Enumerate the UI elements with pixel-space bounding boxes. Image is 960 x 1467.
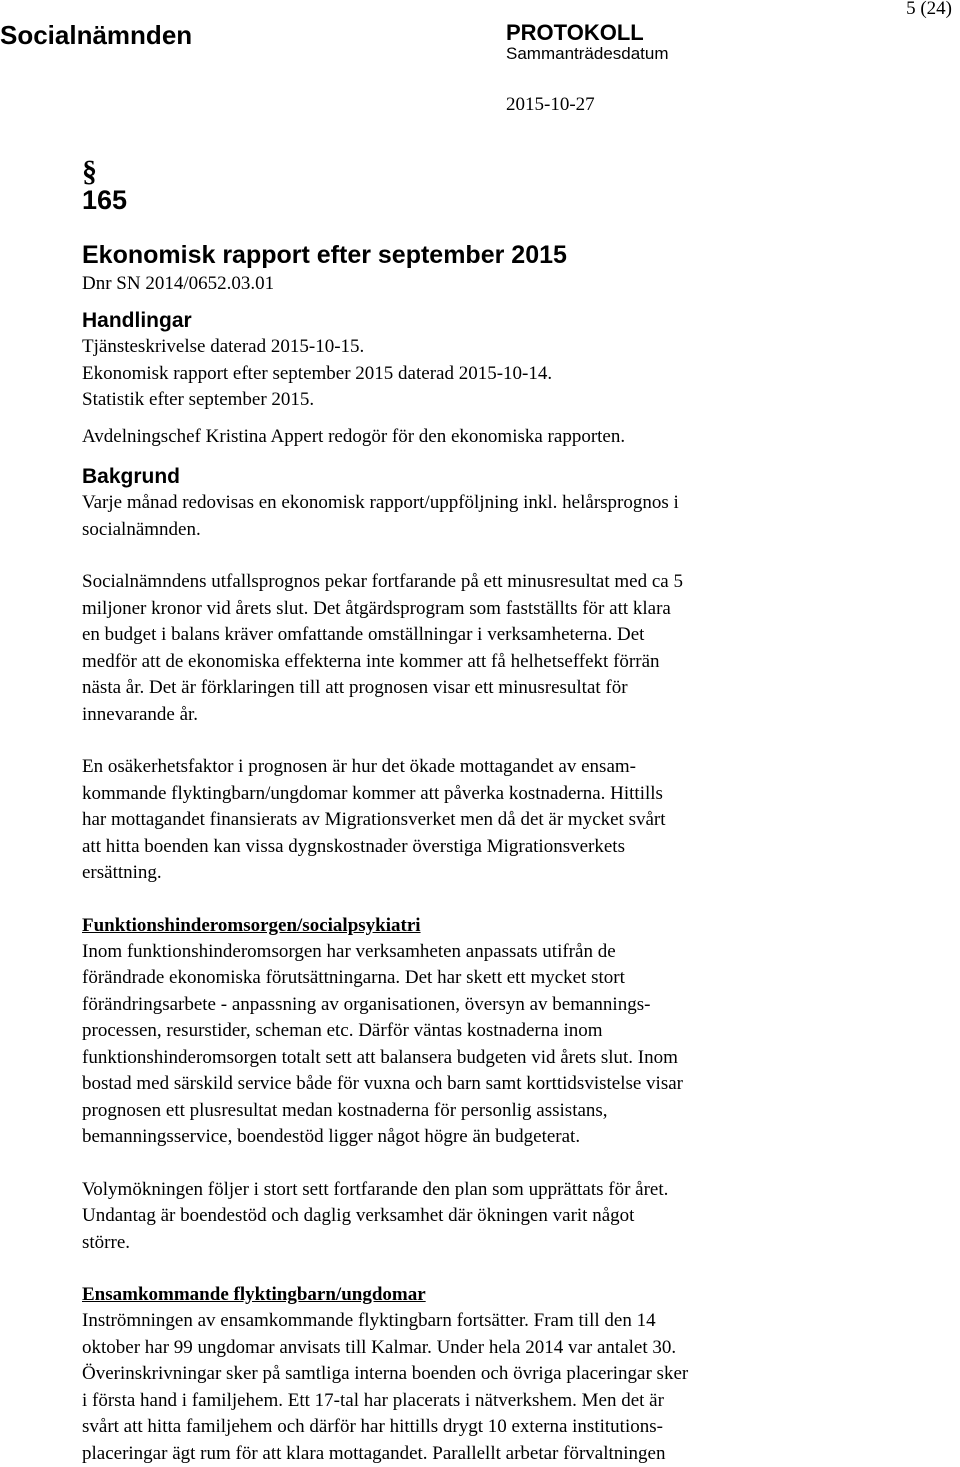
- text-line: prognosen ett plusresultat medan kostnaderna för personlig assistans,: [82, 1098, 802, 1125]
- page-number: 5 (24): [906, 0, 952, 20]
- text-line: Volymökningen följer i stort sett fortfarande den plan som upprättats för året.: [82, 1177, 802, 1204]
- text-line: socialnämnden.: [82, 517, 802, 544]
- bakgrund-paragraph-3: [82, 754, 802, 887]
- text-line: Inom funktionshinderomsorgen har verksamheten anpassats utifrån de: [82, 939, 802, 966]
- text-line: Statistik efter september 2015.: [82, 387, 802, 414]
- text-line: förändrade ekonomiska förutsättningarna. Det har skett ett mycket stort: [82, 965, 802, 992]
- intro-paragraph: Avdelningschef Kristina Appert redogör för den ekonomiska rapporten.: [82, 424, 802, 451]
- case-number: Dnr SN 2014/0652.03.01: [82, 272, 802, 296]
- text-line: Tjänsteskrivelse daterad 2015-10-15.: [82, 334, 802, 361]
- funktionshinder-paragraph-1: [82, 939, 802, 1151]
- ensamkommande-heading: Ensamkommande flyktingbarn/ungdomar: [82, 1282, 802, 1308]
- text-line: placeringar ägt rum för att klara mottagandet. Parallellt arbetar förvaltningen: [82, 1441, 802, 1467]
- meeting-date-label: Sammanträdesdatum: [506, 44, 669, 64]
- text-line: oktober har 99 ungdomar anvisats till Kalmar. Under hela 2014 var antalet 30.: [82, 1335, 802, 1362]
- text-line: bostad med särskild service både för vuxna och barn samt korttidsvistelse visar: [82, 1071, 802, 1098]
- text-line: bemanningsservice, boendestöd ligger något högre än budgeterat.: [82, 1124, 802, 1151]
- text-line: nästa år. Det är förklaringen till att prognosen visar ett minusresultat för: [82, 675, 802, 702]
- text-line: att hitta boenden kan vissa dygnskostnader överstiga Migrationsverkets: [82, 834, 802, 861]
- text-line: miljoner kronor vid årets slut. Det åtgärdsprogram som fastställts för att klara: [82, 596, 802, 623]
- meeting-date: 2015-10-27: [506, 94, 595, 116]
- text-line: Socialnämndens utfallsprognos pekar fortfarande på ett minusresultat med ca 5: [82, 569, 802, 596]
- text-line: ersättning.: [82, 860, 802, 887]
- bakgrund-paragraph-1: [82, 490, 802, 543]
- text-line: har mottagandet finansierats av Migrationsverket men då det är mycket svårt: [82, 807, 802, 834]
- document-body: [82, 150, 802, 1467]
- bakgrund-paragraph-2: [82, 569, 802, 728]
- text-line: förändringsarbete - anpassning av organisationen, översyn av bemannings-: [82, 992, 802, 1019]
- funktionshinder-paragraph-2: [82, 1177, 802, 1257]
- text-line: svårt att hitta familjehem och därför har hittills drygt 10 externa institutions-: [82, 1414, 802, 1441]
- handlingar-list: [82, 334, 802, 414]
- document-type: PROTOKOLL: [506, 20, 644, 46]
- organization-name: Socialnämnden: [0, 20, 192, 51]
- text-line: funktionshinderomsorgen totalt sett att balansera budgeten vid årets slut. Inom: [82, 1045, 802, 1072]
- text-line: processen, resurstider, scheman etc. Därför väntas kostnaderna inom: [82, 1018, 802, 1045]
- text-line: Överinskrivningar sker på samtliga interna boenden och övriga placeringar sker: [82, 1361, 802, 1388]
- section-title: Ekonomisk rapport efter september 2015: [82, 240, 802, 270]
- text-line: kommande flyktingbarn/ungdomar kommer att påverka kostnaderna. Hittills: [82, 781, 802, 808]
- text-line: större.: [82, 1230, 802, 1257]
- funktionshinder-heading: Funktionshinderomsorgen/socialpsykiatri: [82, 913, 802, 939]
- text-line: Inströmningen av ensamkommande flyktingbarn fortsätter. Fram till den 14: [82, 1308, 802, 1335]
- paragraph-symbol: §: [82, 152, 802, 192]
- text-line: innevarande år.: [82, 702, 802, 729]
- text-line: Ekonomisk rapport efter september 2015 daterad 2015-10-14.: [82, 361, 802, 388]
- text-line: en budget i balans kräver omfattande omställningar i verksamheterna. Det: [82, 622, 802, 649]
- text-line: Undantag är boendestöd och daglig verksamhet där ökningen varit något: [82, 1203, 802, 1230]
- text-line: En osäkerhetsfaktor i prognosen är hur det ökade mottagandet av ensam-: [82, 754, 802, 781]
- handlingar-heading: Handlingar: [82, 308, 802, 334]
- paragraph-number: 165: [82, 180, 802, 220]
- bakgrund-heading: Bakgrund: [82, 464, 802, 490]
- text-line: Varje månad redovisas en ekonomisk rapport/uppföljning inkl. helårsprognos i: [82, 490, 802, 517]
- text-line: medför att de ekonomiska effekterna inte kommer att få helhetseffekt förrän: [82, 649, 802, 676]
- ensamkommande-paragraph-1: [82, 1308, 802, 1467]
- text-line: i första hand i familjehem. Ett 17-tal har placerats i nätverkshem. Men det är: [82, 1388, 802, 1415]
